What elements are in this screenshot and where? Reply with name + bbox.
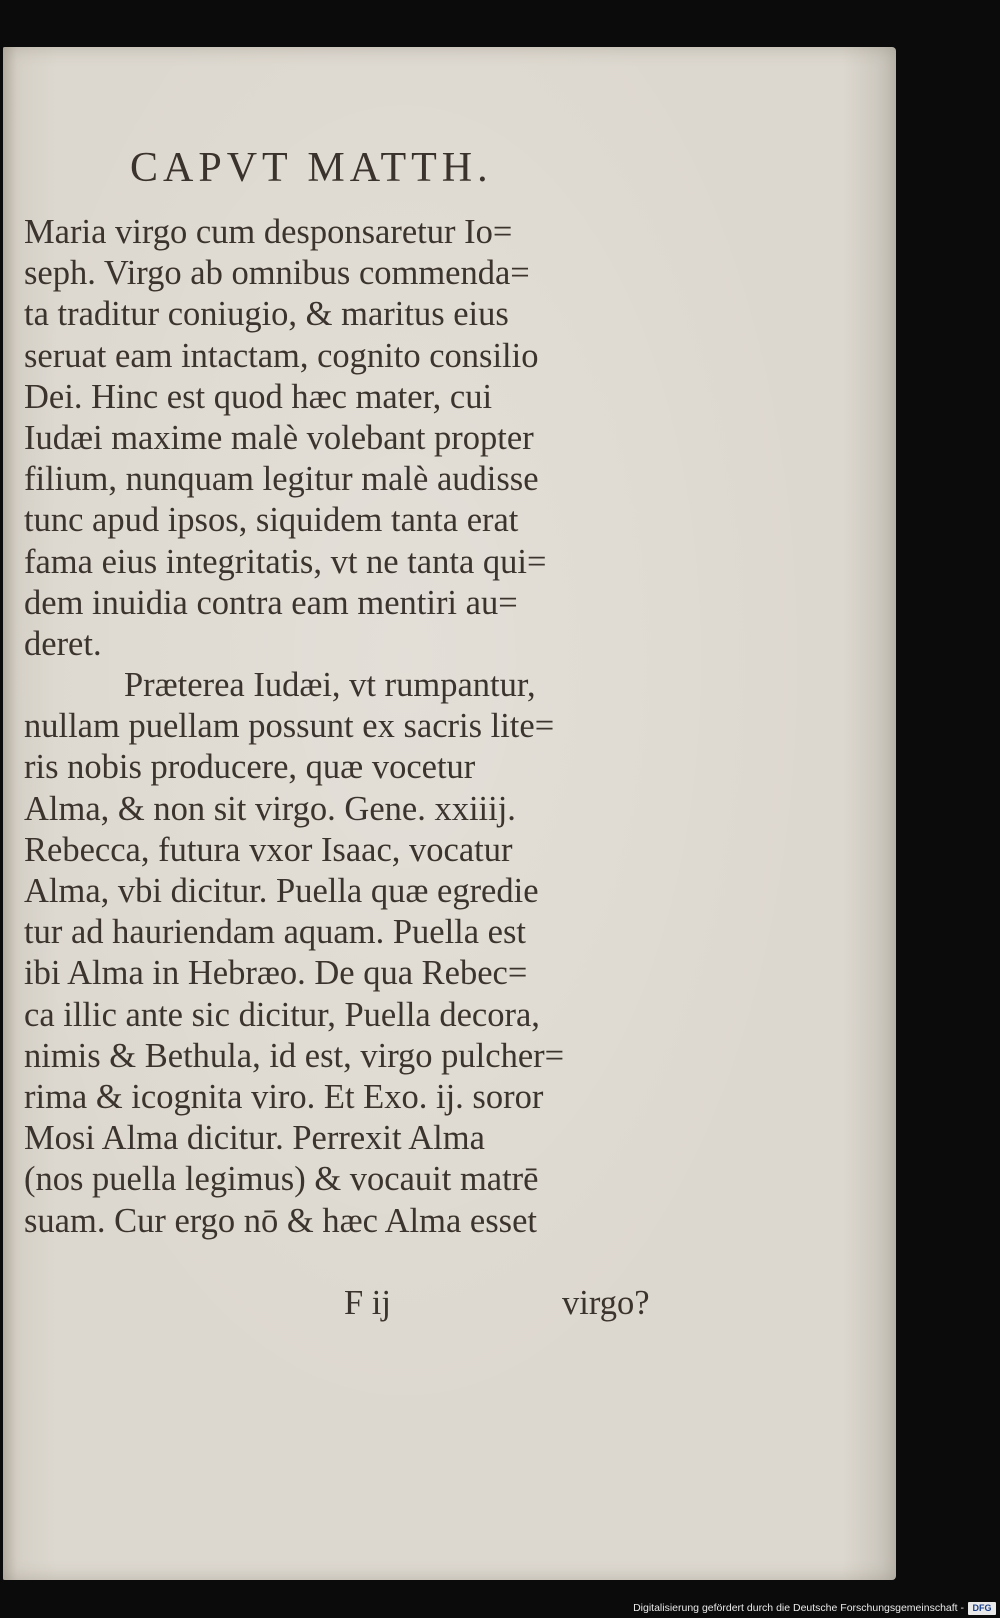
text-line: deret. [24, 624, 102, 663]
dfg-logo: DFG [968, 1602, 996, 1615]
text-line: Alma, vbi dicitur. Puella quæ egredie [24, 872, 539, 910]
text-line: ris nobis producere, quæ vocetur [24, 748, 476, 787]
text-line: Mosi Alma dicitur. Perrexit Alma [24, 1119, 485, 1158]
signature-mark: F ij [344, 1284, 391, 1322]
text-line: tur ad hauriendam aquam. Puella est [24, 913, 527, 952]
text-line: ibi Alma in Hebræo. De qua Rebec= [24, 954, 528, 993]
text-line: Præterea Iudæi, vt rumpantur, [124, 666, 536, 705]
text-line: Dei. Hinc est quod hæc mater, cui [24, 377, 493, 416]
text-line: Rebecca, futura vxor Isaac, vocatur [24, 830, 513, 869]
text-line: fama eius integritatis, vt ne tanta qui= [24, 542, 547, 581]
text-line: seph. Virgo ab omnibus commenda= [24, 254, 530, 293]
catchword: virgo? [562, 1284, 650, 1322]
running-head: CAPVT MATTH. [130, 145, 493, 191]
text-line: tunc apud ipsos, siquidem tanta erat [24, 501, 519, 540]
text-line: dem inuidia contra eam mentiri au= [24, 583, 518, 622]
text-line: rima & icognita viro. Et Exo. ij. soror [24, 1077, 544, 1116]
text-line: (nos puella legimus) & vocauit matrē [24, 1160, 539, 1199]
signature-line [24, 1284, 684, 1328]
body-text [24, 212, 684, 1242]
text-line: seruat eam intactam, cognito consilio [24, 336, 539, 375]
text-line: Maria virgo cum desponsaretur Io= [24, 213, 513, 251]
text-line: ca illic ante sic dicitur, Puella decora, [24, 995, 540, 1034]
digitization-credit: Digitalisierung gefördert durch die Deutsche Forschungsgemeinschaft - [633, 1602, 964, 1614]
text-line: filium, nunquam legitur malè audisse [24, 460, 539, 499]
text-line: suam. Cur ergo nō & hæc Alma esset [24, 1201, 537, 1240]
page-gutter-shadow [3, 47, 17, 1580]
text-line: Alma, & non sit virgo. Gene. xxiiij. [24, 789, 516, 828]
text-line: nullam puellam possunt ex sacris lite= [24, 707, 555, 746]
text-line: ta traditur coniugio, & maritus eius [24, 295, 509, 334]
text-line: nimis & Bethula, id est, virgo pulcher= [24, 1036, 565, 1075]
text-line: Iudæi maxime malè volebant propter [24, 418, 534, 457]
